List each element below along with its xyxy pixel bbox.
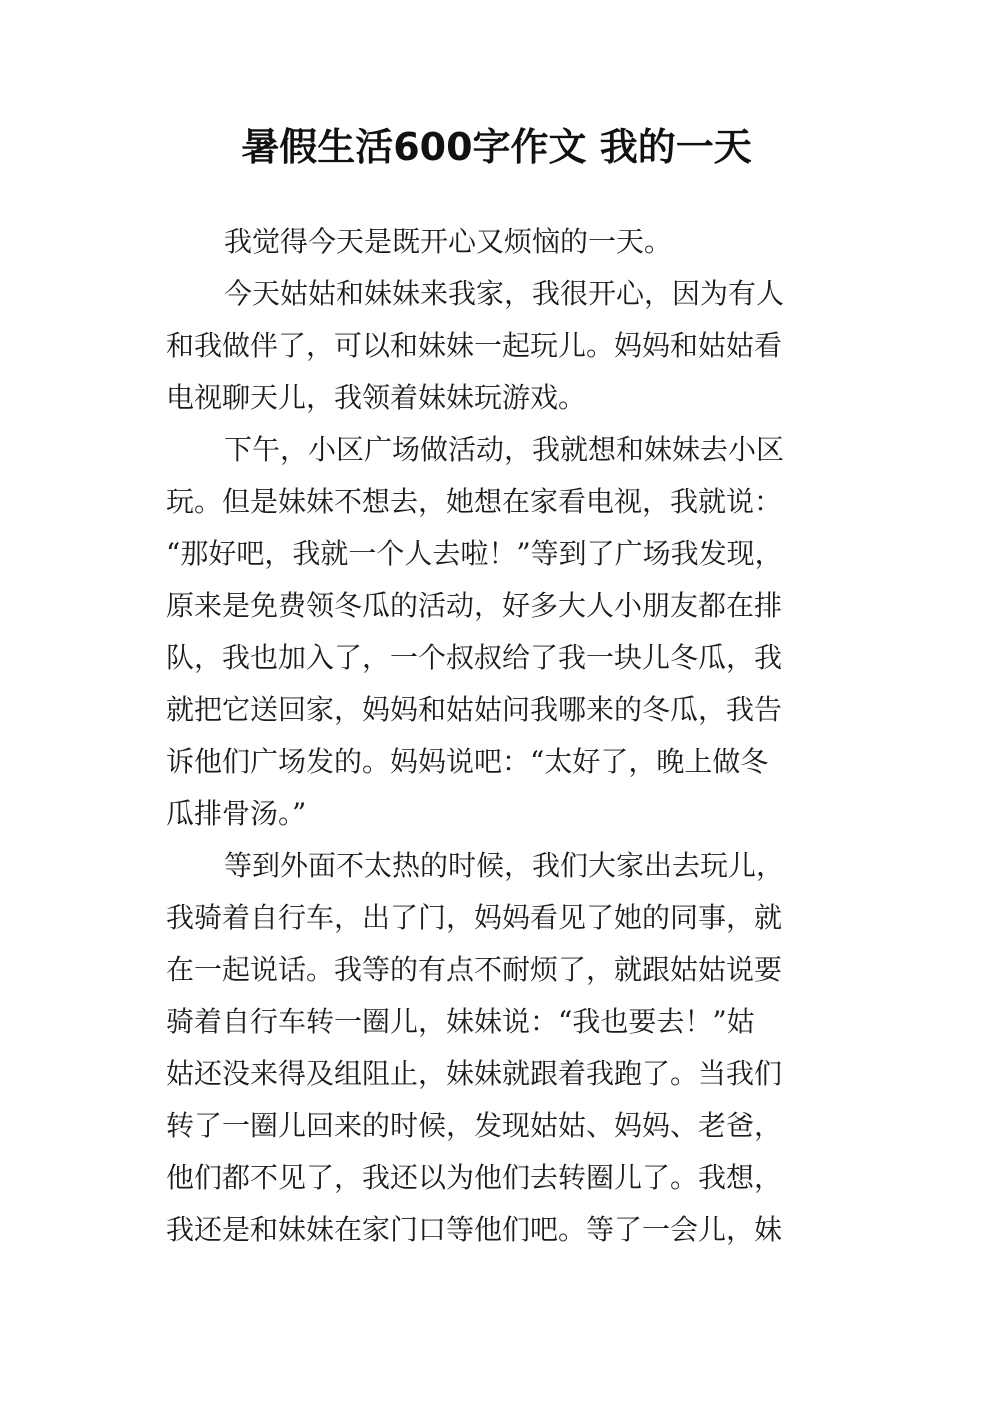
essay-line: 姑还没来得及组阻止，妹妹就跟着我跑了。当我们 [166,1057,783,1090]
essay-line: 队，我也加入了，一个叔叔给了我一块儿冬瓜，我 [166,641,783,674]
essay-line: 下午，小区广场做活动，我就想和妹妹去小区 [224,433,785,466]
essay-line: 诉他们广场发的。妈妈说吧：“太好了，晚上做冬 [166,745,769,778]
essay-line: 原来是免费领冬瓜的活动，好多大人小朋友都在排 [166,589,783,622]
essay-line: 就把它送回家，妈妈和姑姑问我哪来的冬瓜，我告 [166,693,783,726]
essay-line: 瓜排骨汤。” [166,797,307,830]
essay-line: 转了一圈儿回来的时候，发现姑姑、妈妈、老爸， [166,1109,783,1142]
essay-line: 他们都不见了，我还以为他们去转圈儿了。我想， [166,1161,783,1194]
essay-body [166,216,838,1256]
essay-line: 我觉得今天是既开心又烦恼的一天。 [224,225,673,258]
document-title: 暑假生活600字作文 我的一天 [241,125,752,169]
essay-line: 玩。但是妹妹不想去，她想在家看电视，我就说： [166,485,783,518]
essay-line: 在一起说话。我等的有点不耐烦了，就跟姑姑说要 [166,953,783,986]
essay-line: 我骑着自行车，出了门，妈妈看见了她的同事，就 [166,901,783,934]
essay-line: 今天姑姑和妹妹来我家，我很开心，因为有人 [224,277,785,310]
essay-line: 骑着自行车转一圈儿，妹妹说：“我也要去！”姑 [166,1005,755,1038]
essay-line: “那好吧，我就一个人去啦！”等到了广场我发现， [166,537,783,570]
essay-line: 等到外面不太热的时候，我们大家出去玩儿， [224,849,785,882]
essay-line: 我还是和妹妹在家门口等他们吧。等了一会儿，妹 [166,1213,783,1246]
essay-line: 电视聊天儿，我领着妹妹玩游戏。 [166,381,587,414]
essay-line: 和我做伴了，可以和妹妹一起玩儿。妈妈和姑姑看 [166,329,783,362]
